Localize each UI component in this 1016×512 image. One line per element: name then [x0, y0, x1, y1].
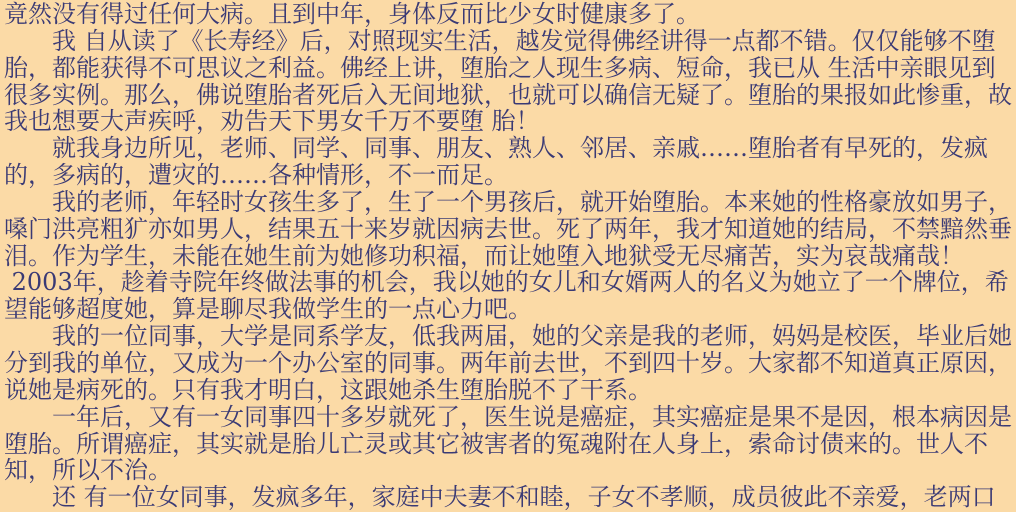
text-line: 我的老师，年轻时女孩生多了，生了一个男孩后，就开始堕胎。本来她的性格豪放如男子， — [4, 188, 1012, 216]
text-line: 2003年，趁着寺院年终做法事的机会，我以她的女儿和女婿两人的名义为她立了一个牌位，希 — [4, 269, 1009, 297]
text-line: 我的一位同事，大学是同系学友，低我两届，她的父亲是我的老师，妈妈是校医，毕业后她 — [4, 323, 1012, 350]
text-line: 竟然没有得过任何大病。且到中年，身体反而比少女时健康多了。 — [4, 1, 700, 28]
text-line: 胎，都能获得不可思议之利益。佛经上讲，堕胎之人现生多病、短命，我已从 生活中亲眼见到 — [4, 54, 996, 82]
text-line: 泪。作为学生，未能在她生前为她修功积福，而让她堕入地狱受无尽痛苦，实为哀哉痛哉！ — [4, 242, 964, 270]
document-body — [4, 1, 1016, 511]
text-line: 的，多病的，遭灾的……各种情形，不一而足。 — [4, 162, 508, 189]
text-line: 堕胎。所谓癌症，其实就是胎儿亡灵或其它被害者的冤魂附在人身上，索命讨债来的。世人不 — [4, 430, 988, 458]
text-line: 就我身边所见，老师、同学、同事、朋友、熟人、邻居、亲戚……堕胎者有早死的，发疯 — [4, 135, 988, 163]
text-line: 我也想要大声疾呼，劝告天下男女千万不要堕 胎！ — [4, 108, 540, 136]
text-line: 嗓门洪亮粗犷亦如男人，结果五十来岁就因病去世。死了两年，我才知道她的结局，不禁黯然垂 — [4, 215, 1012, 243]
text-line: 说她是病死的。只有我才明白，这跟她杀生堕胎脱不了干系。 — [4, 376, 652, 404]
text-line: 分到我的单位，又成为一个办公室的同事。两年前去世，不到四十岁。大家都不知道真正原因， — [4, 349, 1012, 377]
text-line: 很多实例。那么，佛说堕胎者死后入无间地狱，也就可以确信无疑了。堕胎的果报如此惨重，故 — [4, 81, 1012, 109]
text-line: 知，所以不治。 — [4, 457, 172, 485]
text-line: 望能够超度她，算是聊尽我做学生的一点心力吧。 — [4, 296, 532, 324]
text-line: 我 自从读了《长寿经》后，对照现实生活，越发觉得佛经讲得一点都不错。仅仅能够不堕 — [4, 27, 996, 55]
text-line: 还 有一位女同事，发疯多年，家庭中夫妻不和睦，子女不孝顺，成员彼此不亲爱，老两口 — [4, 484, 996, 512]
text-line: 一年后，又有一女同事四十多岁就死了，医生说是癌症，其实癌症是果不是因，根本病因是 — [4, 403, 1012, 431]
